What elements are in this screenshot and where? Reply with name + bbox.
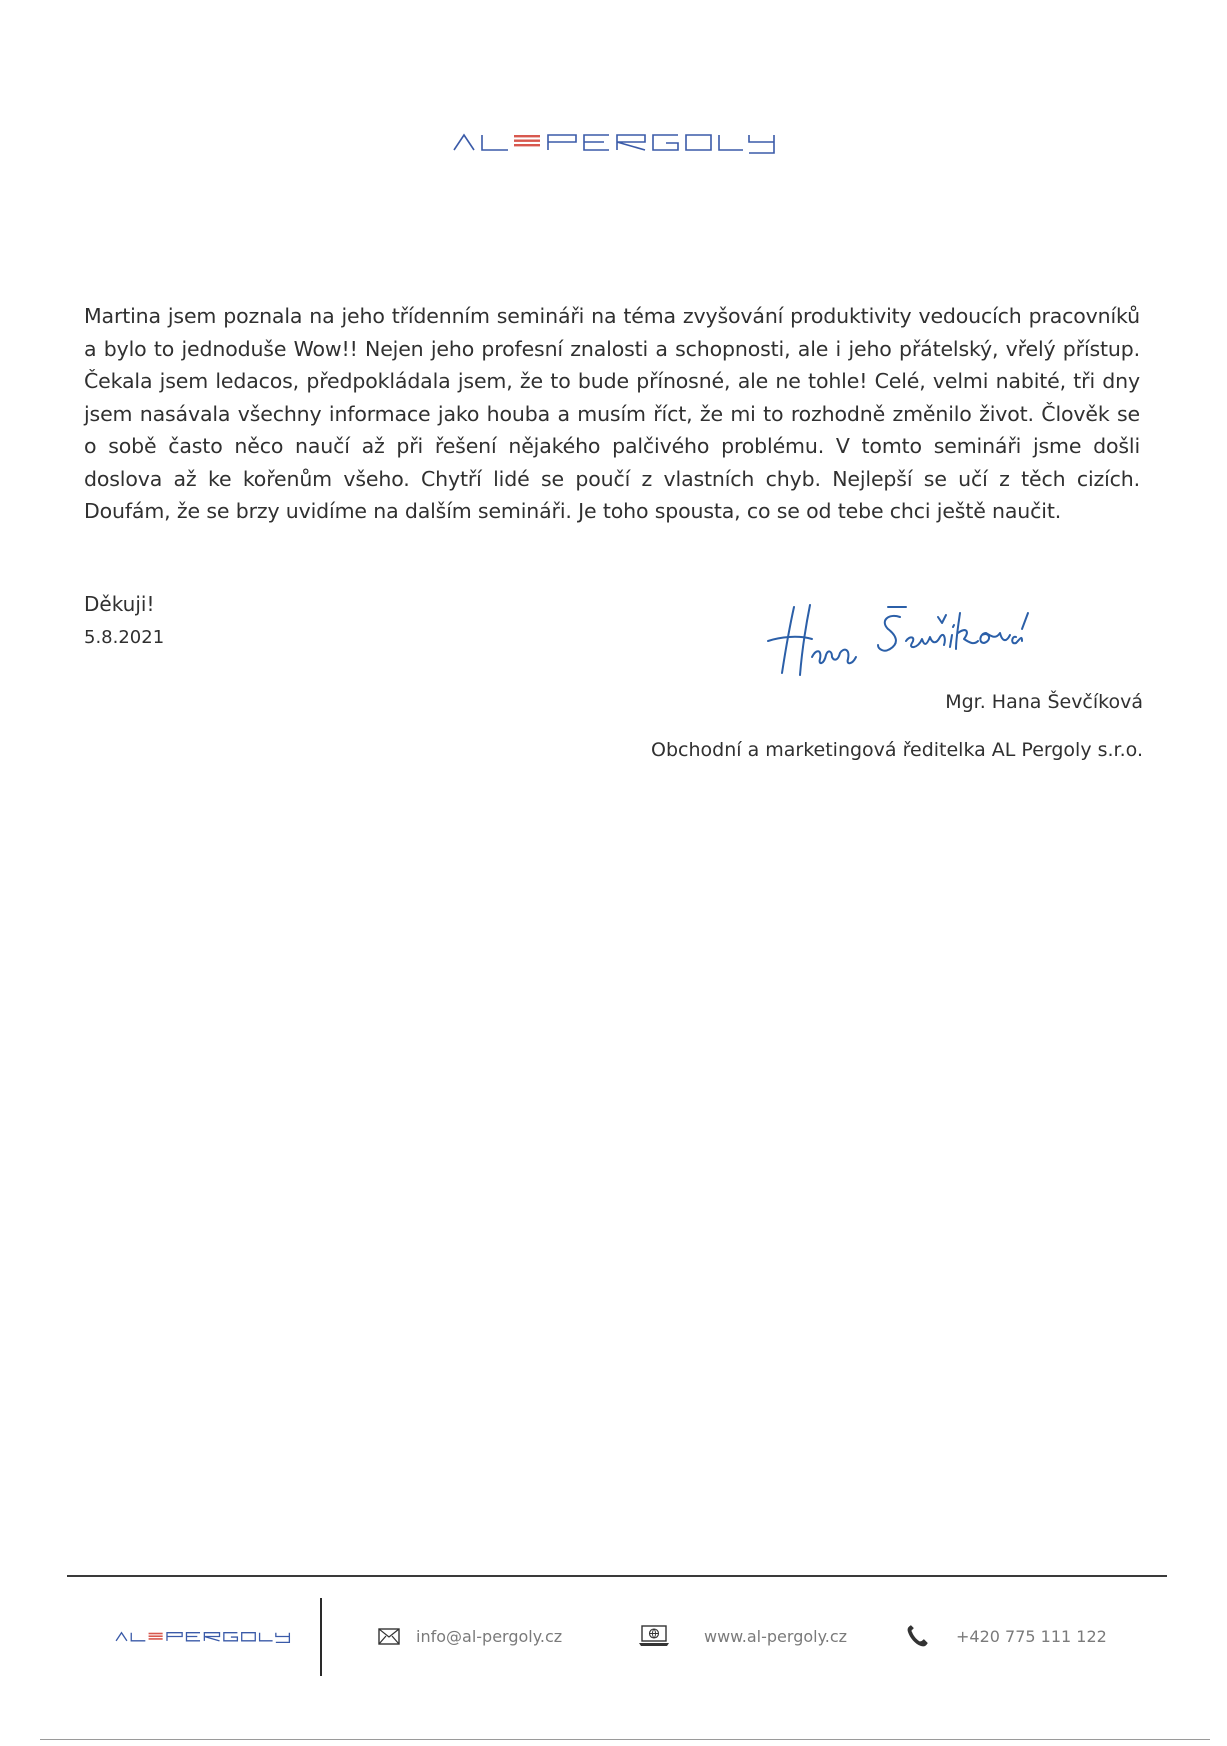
footer-phone-text[interactable]: +420 775 111 122: [956, 1626, 1107, 1646]
letter-body: Martina jsem poznala na jeho třídenním semináři na téma zvyšování produktivity vedoucích pracovníků a bylo to jednoduše Wow!! Nejen jeho profesní znalosti a schopnosti, ale i jeho přátelský, vřelý přístup. Čekala jsem ledacos, předpokládala jsem, že to bude přínosné, ale ne tohle! Celé, velmi nabité, tři dny jsem nasávala všechny informace jako houba a musím říct, že mi to rozhodně změnilo život. Člověk se o sobě často něco naučí až při řešení nějakého palčivého problému. V tomto semináři jsme došli doslova až ke kořenům všeho. Chytří lidé se poučí z vlastních chyb. Nejlepší se učí z těch cizích. Doufám, že se brzy uvidíme na dalším semináři. Je toho spousta, co se od tebe chci ještě naučit.: [84, 304, 1140, 523]
footer-phone[interactable]: [906, 1622, 1107, 1650]
footer-email[interactable]: [378, 1622, 562, 1650]
closing-greeting: Děkuji!: [84, 592, 155, 616]
company-logo: [452, 130, 777, 154]
footer-vertical-divider: [320, 1598, 322, 1676]
footer-website-text[interactable]: www.al-pergoly.cz: [704, 1626, 848, 1646]
handwritten-signature: [760, 595, 1050, 685]
letter-date: 5.8.2021: [84, 627, 165, 648]
signer-name: Mgr. Hana Ševčíková: [945, 691, 1143, 713]
footer-website[interactable]: [638, 1622, 847, 1650]
signer-title: Obchodní a marketingová ředitelka AL Pergoly s.r.o.: [651, 739, 1143, 761]
page-bottom-line: [40, 1739, 1210, 1740]
footer-divider-line: [67, 1575, 1167, 1577]
envelope-icon: [378, 1628, 400, 1645]
footer-logo: [115, 1630, 291, 1643]
footer-email-text[interactable]: info@al-pergoly.cz: [416, 1626, 563, 1646]
phone-handset-icon: [906, 1624, 928, 1648]
laptop-globe-icon: [638, 1625, 670, 1647]
